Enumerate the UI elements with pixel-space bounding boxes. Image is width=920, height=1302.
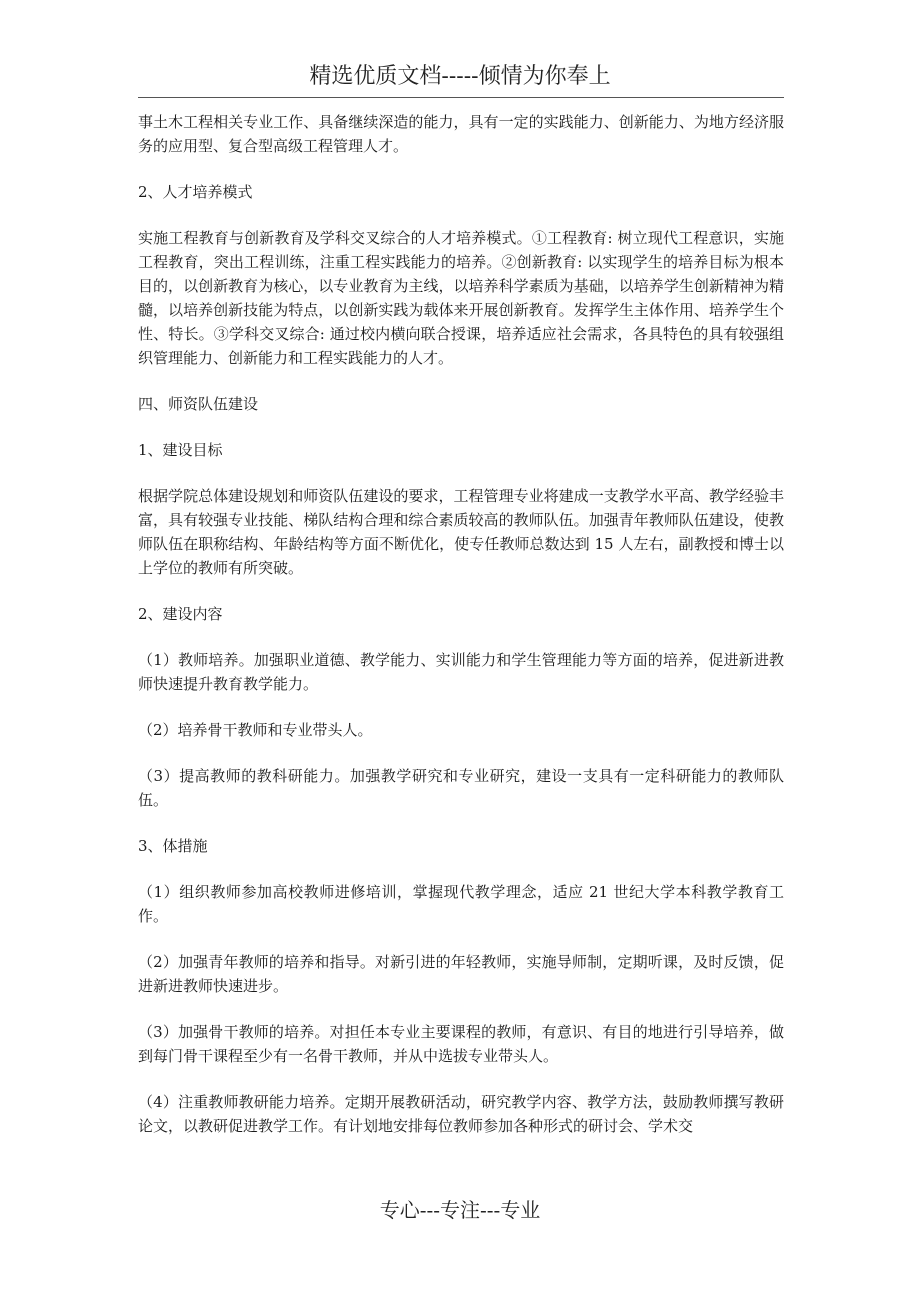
page-header: 精选优质文档-----倾情为你奉上 bbox=[309, 64, 611, 89]
list-item-research-ability: （3）提高教师的教科研能力。加强教学研究和专业研究，建设一支具有一定科研能力的教师队伍。 bbox=[138, 767, 784, 809]
page-footer: 专心---专注---专业 bbox=[379, 1198, 541, 1222]
section-heading-build-goal: 1、建设目标 bbox=[138, 441, 223, 459]
list-item-backbone-teachers: （2）培养骨干教师和专业带头人。 bbox=[138, 721, 373, 739]
list-item-measure-4: （4）注重教师教研能力培养。定期开展教研活动，研究教学内容、教学方法，鼓励教师撰写教研论文，以教研促进教学工作。有计划地安排每位教师参加各种形式的研讨会、学术交 bbox=[138, 1093, 784, 1135]
paragraph-training-model: 实施工程教育与创新教育及学科交叉综合的人才培养模式。①工程教育: 树立现代工程意识，实施工程教育，突出工程训练，注重工程实践能力的培养。②创新教育: 以实现学生的培养目标为根本目的，以创新教育为核心，以专业教育为主线，以培养科学素质为基础，以培养学生创新精神为精髓，以培养创新技能为特点，以创新实践为载体来开展创新教育。发挥学生主体作用、培养学生个性、特长。③学科交叉综合: 通过校内横向联合授课，培养适应社会需求，各具特色的具有较强组织管理能力、创新能力和工程实践能力的人才。 bbox=[138, 229, 784, 367]
list-item-measure-1: （1）组织教师参加高校教师进修培训，掌握现代教学理念，适应 21 世纪大学本科教学教育工作。 bbox=[138, 883, 784, 925]
section-heading-training-model: 2、人才培养模式 bbox=[138, 183, 253, 201]
paragraph-build-goal: 根据学院总体建设规划和师资队伍建设的要求，工程管理专业将建成一支教学水平高、教学经验丰富，具有较强专业技能、梯队结构合理和综合素质较高的教师队伍。加强青年教师队伍建设，使教师队伍在职称结构、年龄结构等方面不断优化，使专任教师总数达到 15 人左右，副教授和博士以上学位的教师有所突破。 bbox=[138, 487, 784, 577]
paragraph-talent-goal-continued: 事土木工程相关专业工作、具备继续深造的能力，具有一定的实践能力、创新能力、为地方经济服务的应用型、复合型高级工程管理人才。 bbox=[138, 113, 784, 155]
list-item-measure-2: （2）加强青年教师的培养和指导。对新引进的年轻教师，实施导师制，定期听课，及时反馈，促进新进教师快速进步。 bbox=[138, 953, 784, 995]
section-heading-build-content: 2、建设内容 bbox=[138, 605, 223, 623]
section-heading-measures: 3、体措施 bbox=[138, 837, 208, 855]
list-item-teacher-training: （1）教师培养。加强职业道德、教学能力、实训能力和学生管理能力等方面的培养，促进新进教师快速提升教育教学能力。 bbox=[138, 651, 784, 693]
chapter-heading-faculty: 四、师资队伍建设 bbox=[138, 395, 259, 413]
document-body bbox=[138, 110, 784, 1160]
header-divider bbox=[138, 97, 784, 98]
list-item-measure-3: （3）加强骨干教师的培养。对担任本专业主要课程的教师，有意识、有目的地进行引导培养，做到每门骨干课程至少有一名骨干教师，并从中选拔专业带头人。 bbox=[138, 1023, 784, 1065]
